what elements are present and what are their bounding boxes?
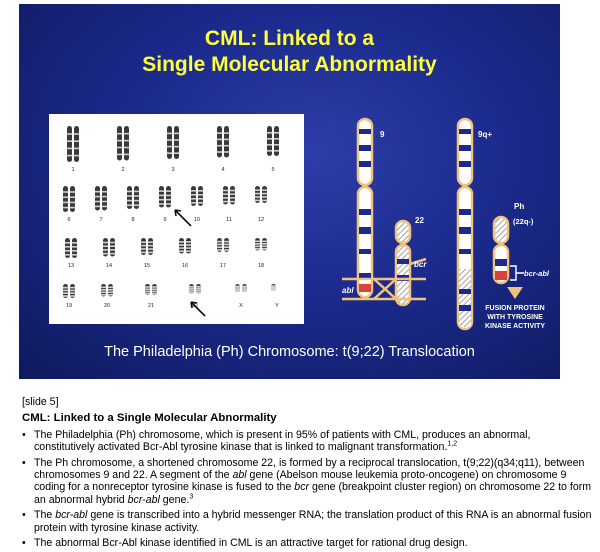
down-arrow-icon [507, 287, 523, 299]
karyotype-pair-17 [217, 238, 229, 252]
karyotype-figure [49, 114, 304, 324]
bullet-4 [34, 537, 592, 549]
bullet-3 [34, 509, 592, 534]
fusion-line-1: FUSION PROTEIN [485, 305, 545, 312]
karyotype-pair-4 [217, 126, 229, 158]
karyotype-label-1: 1 [71, 167, 75, 173]
label-9q: 9q+ [478, 130, 493, 139]
karyotype-pair-14 [103, 238, 115, 257]
karyotype-pair-7 [95, 186, 107, 211]
karyotype-label-11: 11 [226, 217, 232, 223]
karyotype-pair-Y [271, 284, 276, 291]
karyotype-pair-2 [117, 126, 129, 161]
bullet-3-text-b: gene is transcribed into a hybrid messenger RNA; the translation product of this RNA is an abnormal fusion protein with tyrosine kinase activity. [34, 509, 592, 534]
bullet-2 [34, 457, 592, 507]
karyotype-pair-21 [145, 284, 157, 295]
karyotype-pair-15 [141, 238, 153, 255]
slide-caption: The Philadelphia (Ph) Chromosome: t(9;22) Translocation [104, 344, 475, 360]
label-bcr: bcr [414, 260, 427, 269]
karyotype-label-8: 8 [131, 217, 135, 223]
karyotype-label-12: 12 [257, 217, 265, 223]
karyotype-label-3: 3 [171, 167, 175, 173]
bullet-4-text: The abnormal Bcr-Abl kinase identified in CML is an attractive target for rational drug design. [34, 537, 468, 550]
label-abl: abl [342, 286, 354, 295]
karyotype-label-5: 5 [271, 167, 275, 173]
bullet-2-bcr: bcr [294, 481, 310, 494]
karyotype-label-17: 17 [219, 263, 227, 269]
karyotype-label-Y: Y [275, 303, 279, 309]
notes-heading: CML: Linked to a Single Molecular Abnormality [22, 412, 277, 425]
chromosome-ph [494, 217, 508, 283]
karyotype-label-10: 10 [193, 217, 201, 223]
karyotype-label-19: 19 [65, 303, 73, 309]
bullet-2-text-d: gene. [159, 493, 190, 506]
karyotype-label-20: 20 [103, 303, 111, 309]
notes-bullets [22, 429, 592, 550]
karyotype-pair-11 [223, 186, 235, 205]
bcr-abl-bracket [510, 266, 524, 280]
bullet-2-text-a: The Ph chromosome, a shortened chromosome 22, is formed by a reciprocal translocation, t(9;22)(q34;q11), between chromosomes 9 and 22. A segment of the [34, 456, 585, 482]
karyotype-label-2: 2 [121, 167, 125, 173]
karyotype-pair-16 [179, 238, 191, 254]
slide-tag: [slide 5] [22, 396, 59, 408]
bullet-2-text-b: gene (Abelson mouse leukemia proto-oncogene) on chromosome 9 coding for a nonreceptor tyrosine kinase is fused to the [34, 469, 567, 494]
translocation-diagram [314, 109, 550, 339]
karyotype-pair-19 [63, 284, 75, 298]
karyotype-pair-8 [127, 186, 139, 209]
bullet-1 [34, 429, 592, 454]
slide-title [19, 26, 560, 78]
bullet-2-abl: abl [232, 469, 247, 482]
bullet-1-ref: 1,2 [447, 440, 458, 448]
karyotype-label-7: 7 [99, 217, 103, 223]
slide [19, 4, 560, 379]
label-22: 22 [415, 216, 424, 225]
karyotype-label-22: 22 [191, 303, 199, 309]
bullet-2-bcr-abl: bcr-abl [127, 493, 160, 506]
slide-title-line-2: Single Molecular Abnormality [142, 53, 437, 76]
karyotype-label-X: X [239, 303, 243, 309]
chromosome-9q-plus [458, 119, 472, 329]
karyotype-label-4: 4 [221, 167, 225, 173]
karyotype-label-15: 15 [143, 263, 151, 269]
karyotype-image [49, 114, 304, 324]
karyotype-label-16: 16 [181, 263, 189, 269]
fusion-line-3: KINASE ACTIVITY [484, 323, 546, 330]
karyotype-pair-10 [191, 186, 203, 206]
label-ph: Ph [514, 202, 525, 211]
chromosome-9 [358, 119, 372, 297]
karyotype-label-13: 13 [67, 263, 75, 269]
karyotype-pair-9 [159, 186, 171, 208]
karyotype-label-18: 18 [257, 263, 265, 269]
karyotype-label-14: 14 [105, 263, 113, 269]
karyotype-pair-12 [255, 186, 267, 203]
bullet-3-bcr-abl: bcr-abl [55, 509, 88, 522]
karyotype-arrow-9-icon [175, 210, 191, 226]
karyotype-pair-22 [189, 284, 201, 294]
bullet-2-ref: 3 [189, 493, 194, 501]
label-22q: (22q-) [513, 217, 534, 226]
karyotype-label-6: 6 [67, 217, 71, 223]
chromosome-22 [396, 221, 410, 305]
bullet-1-text: The Philadelphia (Ph) chromosome, which is present in 95% of patients with CML, produces an abnormal, constitutively activated Bcr-Abl tyrosine kinase that is linked to malignant transformation. [34, 428, 531, 454]
speaker-notes [22, 396, 592, 552]
karyotype-pair-3 [167, 126, 179, 159]
karyotype-pair-20 [101, 284, 113, 297]
karyotype-pair-5 [267, 126, 279, 156]
label-9: 9 [380, 130, 385, 139]
karyotype-pair-X [235, 284, 247, 292]
karyotype-label-9: 9 [163, 217, 167, 223]
karyotype-label-21: 21 [147, 303, 155, 309]
karyotype-pair-6 [63, 186, 75, 212]
karyotype-pair-1 [67, 126, 79, 162]
label-bcr-abl: bcr-abl [524, 269, 550, 278]
bullet-2-text-c: gene (breakpoint cluster region) on chromosome 22 to form an abnormal hybrid [34, 481, 592, 506]
karyotype-pair-18 [255, 238, 267, 251]
slide-title-line-1: CML: Linked to a [204, 27, 375, 50]
bullet-3-text-a: The [34, 509, 56, 522]
fusion-line-2: WITH TYROSINE [487, 314, 543, 321]
karyotype-pair-13 [65, 238, 77, 258]
